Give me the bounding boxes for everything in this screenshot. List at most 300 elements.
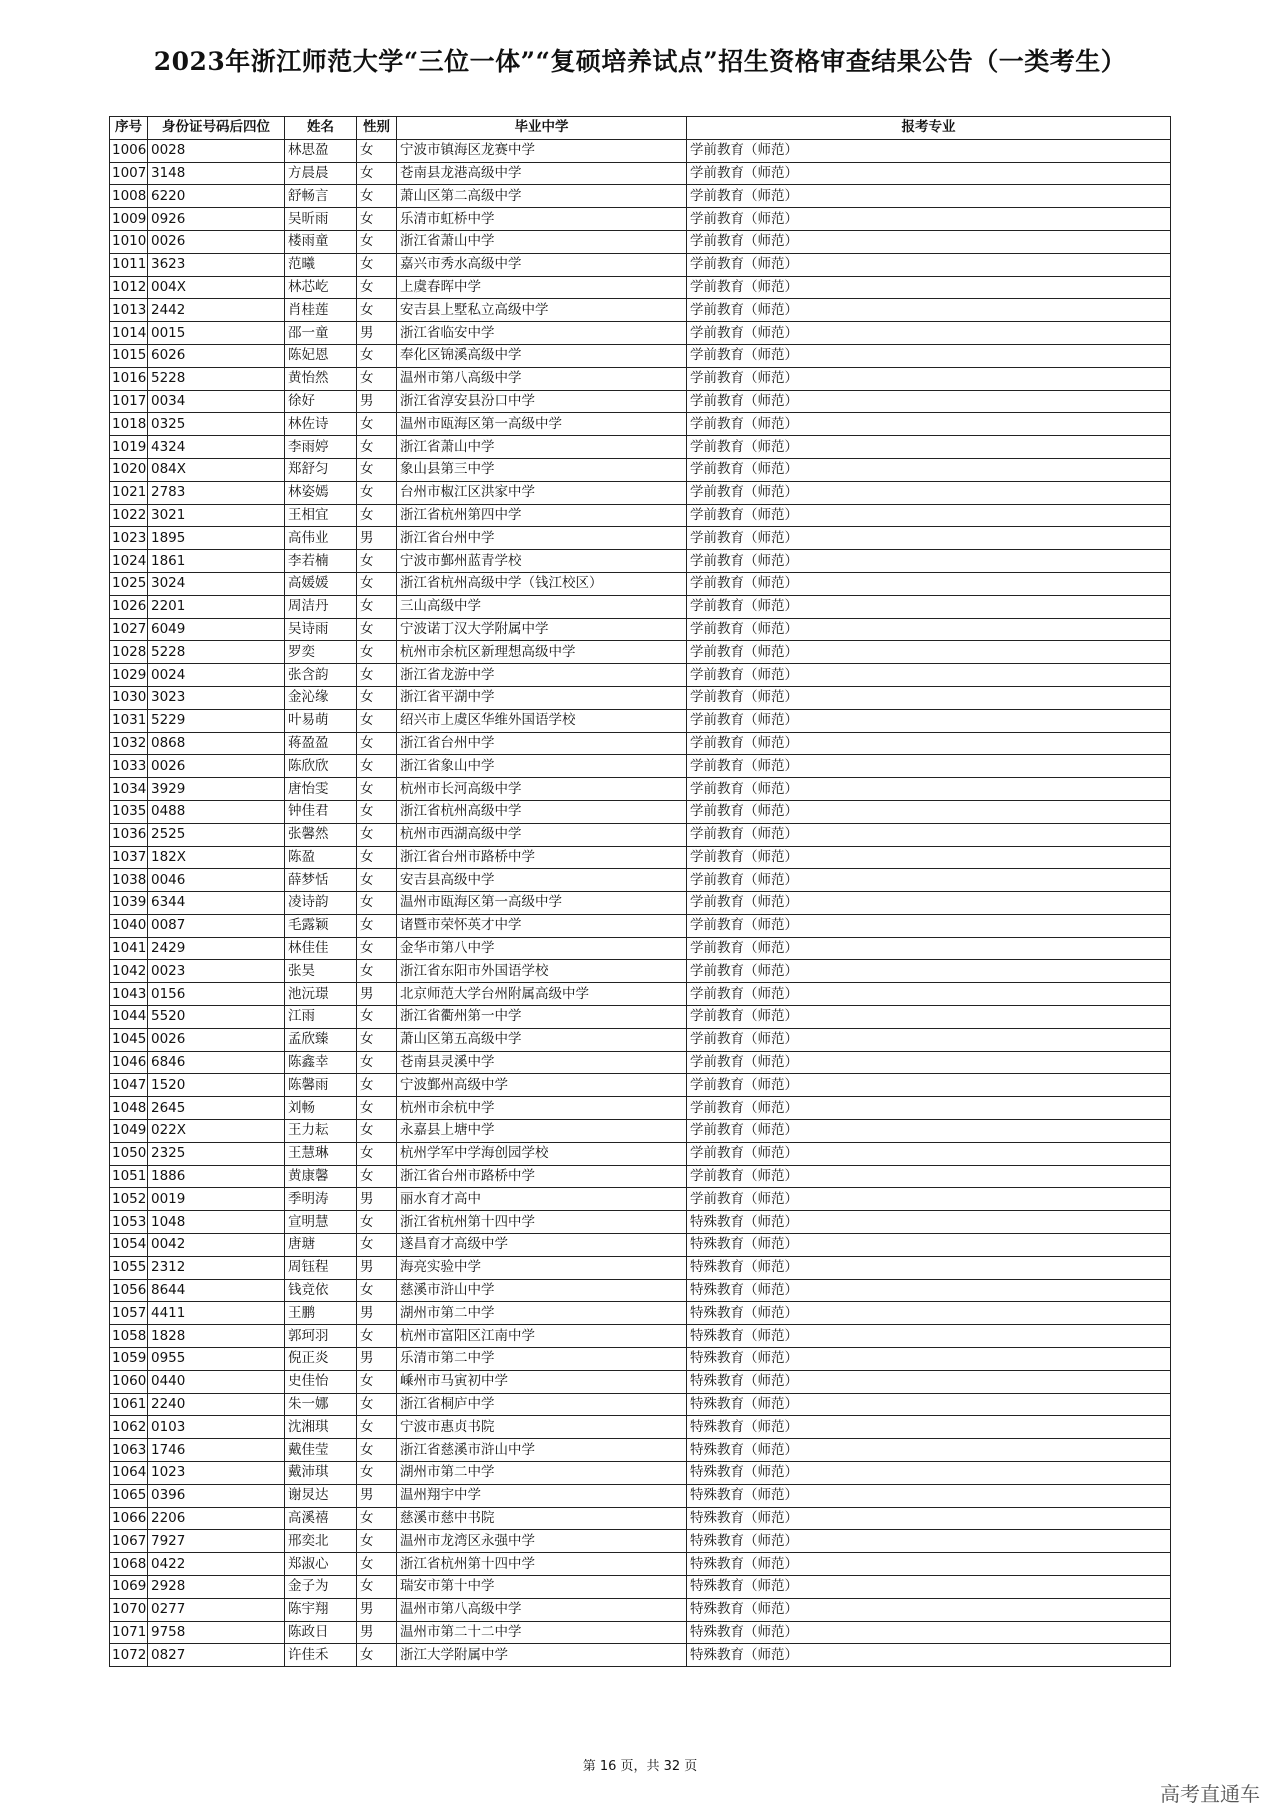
cell-gender: 男 bbox=[357, 1598, 397, 1621]
cell-id-last4: 8644 bbox=[148, 1279, 285, 1302]
cell-gender: 女 bbox=[357, 572, 397, 595]
watermark: 高考直通车 bbox=[1160, 1782, 1260, 1806]
table-row bbox=[110, 550, 1171, 573]
cell-name: 唐瑭 bbox=[285, 1234, 357, 1257]
cell-name: 郑舒匀 bbox=[285, 458, 357, 481]
cell-gender: 女 bbox=[357, 185, 397, 208]
table-row bbox=[110, 1416, 1171, 1439]
cell-seq: 1017 bbox=[110, 390, 148, 413]
table-row bbox=[110, 1370, 1171, 1393]
cell-school: 浙江省象山中学 bbox=[397, 755, 687, 778]
cell-major: 学前教育（师范） bbox=[687, 1074, 1171, 1097]
table-row bbox=[110, 322, 1171, 345]
cell-school: 宁波鄞州高级中学 bbox=[397, 1074, 687, 1097]
cell-id-last4: 0015 bbox=[148, 322, 285, 345]
cell-id-last4: 1746 bbox=[148, 1439, 285, 1462]
table-row bbox=[110, 504, 1171, 527]
cell-id-last4: 0488 bbox=[148, 800, 285, 823]
table-row bbox=[110, 230, 1171, 253]
cell-name: 郭珂羽 bbox=[285, 1325, 357, 1348]
cell-seq: 1047 bbox=[110, 1074, 148, 1097]
cell-id-last4: 5229 bbox=[148, 709, 285, 732]
cell-seq: 1057 bbox=[110, 1302, 148, 1325]
cell-gender: 女 bbox=[357, 230, 397, 253]
cell-major: 学前教育（师范） bbox=[687, 778, 1171, 801]
table-row bbox=[110, 367, 1171, 390]
cell-seq: 1038 bbox=[110, 869, 148, 892]
cell-seq: 1037 bbox=[110, 846, 148, 869]
cell-seq: 1025 bbox=[110, 572, 148, 595]
cell-gender: 女 bbox=[357, 1006, 397, 1029]
cell-major: 学前教育（师范） bbox=[687, 983, 1171, 1006]
cell-seq: 1062 bbox=[110, 1416, 148, 1439]
table-row bbox=[110, 732, 1171, 755]
cell-name: 林姿嫣 bbox=[285, 481, 357, 504]
cell-gender: 女 bbox=[357, 208, 397, 231]
cell-id-last4: 0103 bbox=[148, 1416, 285, 1439]
table-row bbox=[110, 846, 1171, 869]
table-row bbox=[110, 481, 1171, 504]
cell-name: 薛梦恬 bbox=[285, 869, 357, 892]
cell-gender: 女 bbox=[357, 709, 397, 732]
cell-seq: 1056 bbox=[110, 1279, 148, 1302]
cell-gender: 女 bbox=[357, 1028, 397, 1051]
cell-name: 林芯屹 bbox=[285, 276, 357, 299]
table-row bbox=[110, 185, 1171, 208]
cell-seq: 1046 bbox=[110, 1051, 148, 1074]
cell-id-last4: 0046 bbox=[148, 869, 285, 892]
cell-name: 张昊 bbox=[285, 960, 357, 983]
cell-name: 陈政日 bbox=[285, 1621, 357, 1644]
cell-id-last4: 1895 bbox=[148, 527, 285, 550]
cell-id-last4: 0034 bbox=[148, 390, 285, 413]
cell-id-last4: 9758 bbox=[148, 1621, 285, 1644]
cell-seq: 1012 bbox=[110, 276, 148, 299]
cell-school: 苍南县龙港高级中学 bbox=[397, 162, 687, 185]
cell-school: 慈溪市浒山中学 bbox=[397, 1279, 687, 1302]
cell-school: 浙江省杭州第十四中学 bbox=[397, 1553, 687, 1576]
cell-school: 浙江省临安中学 bbox=[397, 322, 687, 345]
cell-school: 北京师范大学台州附属高级中学 bbox=[397, 983, 687, 1006]
cell-seq: 1071 bbox=[110, 1621, 148, 1644]
cell-name: 高媛媛 bbox=[285, 572, 357, 595]
cell-id-last4: 0042 bbox=[148, 1234, 285, 1257]
cell-major: 特殊教育（师范） bbox=[687, 1644, 1171, 1667]
cell-id-last4: 0955 bbox=[148, 1348, 285, 1371]
cell-school: 杭州市余杭中学 bbox=[397, 1097, 687, 1120]
cell-seq: 1054 bbox=[110, 1234, 148, 1257]
cell-major: 学前教育（师范） bbox=[687, 527, 1171, 550]
table-row bbox=[110, 618, 1171, 641]
cell-id-last4: 1023 bbox=[148, 1462, 285, 1485]
cell-gender: 女 bbox=[357, 1234, 397, 1257]
cell-name: 王鹏 bbox=[285, 1302, 357, 1325]
cell-school: 浙江省东阳市外国语学校 bbox=[397, 960, 687, 983]
cell-gender: 女 bbox=[357, 800, 397, 823]
table-row bbox=[110, 344, 1171, 367]
cell-major: 学前教育（师范） bbox=[687, 550, 1171, 573]
cell-seq: 1036 bbox=[110, 823, 148, 846]
cell-name: 范曦 bbox=[285, 253, 357, 276]
cell-school: 温州市瓯海区第一高级中学 bbox=[397, 892, 687, 915]
cell-school: 浙江大学附属中学 bbox=[397, 1644, 687, 1667]
cell-seq: 1065 bbox=[110, 1484, 148, 1507]
cell-seq: 1048 bbox=[110, 1097, 148, 1120]
cell-name: 倪正炎 bbox=[285, 1348, 357, 1371]
cell-name: 郑淑心 bbox=[285, 1553, 357, 1576]
cell-school: 浙江省台州中学 bbox=[397, 527, 687, 550]
cell-seq: 1040 bbox=[110, 914, 148, 937]
cell-school: 杭州市富阳区江南中学 bbox=[397, 1325, 687, 1348]
cell-seq: 1009 bbox=[110, 208, 148, 231]
cell-name: 李若楠 bbox=[285, 550, 357, 573]
cell-school: 浙江省桐庐中学 bbox=[397, 1393, 687, 1416]
cell-id-last4: 0325 bbox=[148, 413, 285, 436]
cell-seq: 1058 bbox=[110, 1325, 148, 1348]
cell-id-last4: 6344 bbox=[148, 892, 285, 915]
cell-id-last4: 182X bbox=[148, 846, 285, 869]
cell-school: 上虞春晖中学 bbox=[397, 276, 687, 299]
cell-school: 乐清市虹桥中学 bbox=[397, 208, 687, 231]
cell-school: 浙江省萧山中学 bbox=[397, 230, 687, 253]
cell-major: 学前教育（师范） bbox=[687, 1028, 1171, 1051]
cell-name: 叶易萌 bbox=[285, 709, 357, 732]
cell-school: 宁波诺丁汉大学附属中学 bbox=[397, 618, 687, 641]
cell-school: 温州市龙湾区永强中学 bbox=[397, 1530, 687, 1553]
table-row bbox=[110, 1028, 1171, 1051]
table-row bbox=[110, 413, 1171, 436]
cell-school: 湖州市第二中学 bbox=[397, 1302, 687, 1325]
cell-id-last4: 2442 bbox=[148, 299, 285, 322]
cell-major: 学前教育（师范） bbox=[687, 755, 1171, 778]
page-footer: 第 16 页，共 32 页 bbox=[582, 1759, 698, 1774]
table-row bbox=[110, 1553, 1171, 1576]
cell-major: 特殊教育（师范） bbox=[687, 1576, 1171, 1599]
cell-name: 陈宇翔 bbox=[285, 1598, 357, 1621]
cell-major: 特殊教育（师范） bbox=[687, 1507, 1171, 1530]
cell-gender: 男 bbox=[357, 322, 397, 345]
cell-major: 特殊教育（师范） bbox=[687, 1302, 1171, 1325]
cell-seq: 1027 bbox=[110, 618, 148, 641]
table-row bbox=[110, 253, 1171, 276]
cell-gender: 女 bbox=[357, 344, 397, 367]
cell-id-last4: 004X bbox=[148, 276, 285, 299]
cell-id-last4: 0396 bbox=[148, 1484, 285, 1507]
cell-seq: 1019 bbox=[110, 436, 148, 459]
cell-major: 学前教育（师范） bbox=[687, 276, 1171, 299]
cell-major: 学前教育（师范） bbox=[687, 823, 1171, 846]
table-header-row bbox=[110, 117, 1171, 140]
cell-seq: 1050 bbox=[110, 1142, 148, 1165]
cell-major: 特殊教育（师范） bbox=[687, 1325, 1171, 1348]
cell-id-last4: 6049 bbox=[148, 618, 285, 641]
cell-name: 王慧琳 bbox=[285, 1142, 357, 1165]
cell-name: 谢炅达 bbox=[285, 1484, 357, 1507]
table-row bbox=[110, 686, 1171, 709]
cell-id-last4: 5228 bbox=[148, 641, 285, 664]
cell-gender: 女 bbox=[357, 1051, 397, 1074]
table-row bbox=[110, 914, 1171, 937]
cell-gender: 女 bbox=[357, 504, 397, 527]
cell-name: 张馨然 bbox=[285, 823, 357, 846]
cell-seq: 1021 bbox=[110, 481, 148, 504]
cell-gender: 女 bbox=[357, 1416, 397, 1439]
cell-major: 学前教育（师范） bbox=[687, 937, 1171, 960]
cell-id-last4: 2325 bbox=[148, 1142, 285, 1165]
cell-name: 林佐诗 bbox=[285, 413, 357, 436]
cell-seq: 1013 bbox=[110, 299, 148, 322]
cell-id-last4: 2783 bbox=[148, 481, 285, 504]
cell-major: 学前教育（师范） bbox=[687, 892, 1171, 915]
cell-school: 杭州市余杭区新理想高级中学 bbox=[397, 641, 687, 664]
cell-school: 杭州市西湖高级中学 bbox=[397, 823, 687, 846]
cell-id-last4: 0422 bbox=[148, 1553, 285, 1576]
cell-major: 学前教育（师范） bbox=[687, 185, 1171, 208]
cell-major: 学前教育（师范） bbox=[687, 299, 1171, 322]
cell-gender: 女 bbox=[357, 1462, 397, 1485]
cell-name: 凌诗韵 bbox=[285, 892, 357, 915]
cell-id-last4: 0023 bbox=[148, 960, 285, 983]
cell-school: 浙江省慈溪市浒山中学 bbox=[397, 1439, 687, 1462]
table-row bbox=[110, 390, 1171, 413]
cell-gender: 女 bbox=[357, 869, 397, 892]
cell-name: 钱竞依 bbox=[285, 1279, 357, 1302]
header-major: 报考专业 bbox=[687, 117, 1171, 140]
cell-seq: 1045 bbox=[110, 1028, 148, 1051]
table-row bbox=[110, 527, 1171, 550]
cell-school: 温州市第八高级中学 bbox=[397, 1598, 687, 1621]
table-row bbox=[110, 1530, 1171, 1553]
cell-id-last4: 3623 bbox=[148, 253, 285, 276]
cell-gender: 男 bbox=[357, 983, 397, 1006]
cell-major: 特殊教育（师范） bbox=[687, 1348, 1171, 1371]
cell-id-last4: 0868 bbox=[148, 732, 285, 755]
cell-major: 特殊教育（师范） bbox=[687, 1484, 1171, 1507]
cell-school: 嘉兴市秀水高级中学 bbox=[397, 253, 687, 276]
table-row bbox=[110, 869, 1171, 892]
table-body bbox=[110, 139, 1171, 1666]
table-row bbox=[110, 1621, 1171, 1644]
cell-id-last4: 4324 bbox=[148, 436, 285, 459]
table-row bbox=[110, 162, 1171, 185]
cell-seq: 1022 bbox=[110, 504, 148, 527]
cell-major: 学前教育（师范） bbox=[687, 367, 1171, 390]
table-row bbox=[110, 1348, 1171, 1371]
table-row bbox=[110, 572, 1171, 595]
cell-gender: 男 bbox=[357, 1188, 397, 1211]
cell-name: 唐怡雯 bbox=[285, 778, 357, 801]
table-row bbox=[110, 1211, 1171, 1234]
table-row bbox=[110, 1165, 1171, 1188]
cell-major: 特殊教育（师范） bbox=[687, 1530, 1171, 1553]
cell-name: 史佳怡 bbox=[285, 1370, 357, 1393]
table-row bbox=[110, 823, 1171, 846]
cell-seq: 1008 bbox=[110, 185, 148, 208]
cell-seq: 1051 bbox=[110, 1165, 148, 1188]
cell-gender: 男 bbox=[357, 1302, 397, 1325]
cell-school: 遂昌育才高级中学 bbox=[397, 1234, 687, 1257]
cell-major: 学前教育（师范） bbox=[687, 322, 1171, 345]
cell-gender: 男 bbox=[357, 1348, 397, 1371]
cell-major: 特殊教育（师范） bbox=[687, 1370, 1171, 1393]
cell-major: 特殊教育（师范） bbox=[687, 1256, 1171, 1279]
cell-gender: 女 bbox=[357, 1393, 397, 1416]
cell-seq: 1060 bbox=[110, 1370, 148, 1393]
cell-gender: 女 bbox=[357, 960, 397, 983]
table-row bbox=[110, 276, 1171, 299]
cell-id-last4: 2429 bbox=[148, 937, 285, 960]
cell-major: 学前教育（师范） bbox=[687, 869, 1171, 892]
cell-gender: 女 bbox=[357, 413, 397, 436]
cell-name: 许佳禾 bbox=[285, 1644, 357, 1667]
cell-seq: 1072 bbox=[110, 1644, 148, 1667]
cell-name: 毛露颖 bbox=[285, 914, 357, 937]
cell-seq: 1049 bbox=[110, 1120, 148, 1143]
cell-seq: 1010 bbox=[110, 230, 148, 253]
cell-seq: 1066 bbox=[110, 1507, 148, 1530]
cell-id-last4: 3023 bbox=[148, 686, 285, 709]
cell-school: 海亮实验中学 bbox=[397, 1256, 687, 1279]
cell-gender: 女 bbox=[357, 1279, 397, 1302]
cell-seq: 1070 bbox=[110, 1598, 148, 1621]
cell-name: 刘畅 bbox=[285, 1097, 357, 1120]
cell-major: 学前教育（师范） bbox=[687, 618, 1171, 641]
cell-id-last4: 3929 bbox=[148, 778, 285, 801]
table-row bbox=[110, 1120, 1171, 1143]
cell-gender: 女 bbox=[357, 664, 397, 687]
cell-id-last4: 0026 bbox=[148, 755, 285, 778]
cell-gender: 女 bbox=[357, 732, 397, 755]
cell-seq: 1039 bbox=[110, 892, 148, 915]
cell-name: 季明涛 bbox=[285, 1188, 357, 1211]
cell-school: 浙江省台州中学 bbox=[397, 732, 687, 755]
cell-name: 张含韵 bbox=[285, 664, 357, 687]
cell-name: 蒋盈盈 bbox=[285, 732, 357, 755]
cell-school: 绍兴市上虞区华维外国语学校 bbox=[397, 709, 687, 732]
cell-major: 学前教育（师范） bbox=[687, 732, 1171, 755]
table-row bbox=[110, 1462, 1171, 1485]
cell-gender: 女 bbox=[357, 823, 397, 846]
cell-seq: 1020 bbox=[110, 458, 148, 481]
cell-major: 特殊教育（师范） bbox=[687, 1279, 1171, 1302]
cell-id-last4: 0019 bbox=[148, 1188, 285, 1211]
cell-school: 金华市第八中学 bbox=[397, 937, 687, 960]
cell-school: 浙江省杭州高级中学 bbox=[397, 800, 687, 823]
cell-id-last4: 2312 bbox=[148, 1256, 285, 1279]
cell-major: 学前教育（师范） bbox=[687, 481, 1171, 504]
cell-school: 杭州学军中学海创园学校 bbox=[397, 1142, 687, 1165]
cell-gender: 女 bbox=[357, 299, 397, 322]
cell-major: 学前教育（师范） bbox=[687, 1097, 1171, 1120]
cell-major: 学前教育（师范） bbox=[687, 1006, 1171, 1029]
cell-major: 特殊教育（师范） bbox=[687, 1621, 1171, 1644]
cell-school: 安吉县高级中学 bbox=[397, 869, 687, 892]
cell-name: 金子为 bbox=[285, 1576, 357, 1599]
cell-school: 温州市瓯海区第一高级中学 bbox=[397, 413, 687, 436]
cell-seq: 1055 bbox=[110, 1256, 148, 1279]
cell-seq: 1063 bbox=[110, 1439, 148, 1462]
table-row bbox=[110, 755, 1171, 778]
cell-school: 三山高级中学 bbox=[397, 595, 687, 618]
cell-school: 浙江省平湖中学 bbox=[397, 686, 687, 709]
table-row bbox=[110, 1507, 1171, 1530]
cell-major: 学前教育（师范） bbox=[687, 800, 1171, 823]
cell-seq: 1043 bbox=[110, 983, 148, 1006]
cell-name: 邢奕北 bbox=[285, 1530, 357, 1553]
cell-seq: 1024 bbox=[110, 550, 148, 573]
cell-seq: 1044 bbox=[110, 1006, 148, 1029]
cell-gender: 女 bbox=[357, 253, 397, 276]
cell-gender: 女 bbox=[357, 914, 397, 937]
cell-major: 学前教育（师范） bbox=[687, 1188, 1171, 1211]
cell-name: 孟欣臻 bbox=[285, 1028, 357, 1051]
cell-name: 周洁丹 bbox=[285, 595, 357, 618]
cell-major: 学前教育（师范） bbox=[687, 390, 1171, 413]
cell-name: 林佳佳 bbox=[285, 937, 357, 960]
cell-name: 徐好 bbox=[285, 390, 357, 413]
cell-id-last4: 1861 bbox=[148, 550, 285, 573]
cell-major: 特殊教育（师范） bbox=[687, 1553, 1171, 1576]
table-row bbox=[110, 1142, 1171, 1165]
cell-seq: 1064 bbox=[110, 1462, 148, 1485]
cell-school: 永嘉县上塘中学 bbox=[397, 1120, 687, 1143]
cell-school: 湖州市第二中学 bbox=[397, 1462, 687, 1485]
cell-major: 学前教育（师范） bbox=[687, 846, 1171, 869]
cell-major: 学前教育（师范） bbox=[687, 914, 1171, 937]
table-row bbox=[110, 1393, 1171, 1416]
cell-name: 陈妃恩 bbox=[285, 344, 357, 367]
cell-major: 特殊教育（师范） bbox=[687, 1462, 1171, 1485]
cell-gender: 女 bbox=[357, 641, 397, 664]
cell-school: 萧山区第五高级中学 bbox=[397, 1028, 687, 1051]
cell-seq: 1034 bbox=[110, 778, 148, 801]
cell-major: 学前教育（师范） bbox=[687, 641, 1171, 664]
cell-major: 学前教育（师范） bbox=[687, 1051, 1171, 1074]
cell-name: 周钰程 bbox=[285, 1256, 357, 1279]
cell-name: 池沅璟 bbox=[285, 983, 357, 1006]
cell-gender: 女 bbox=[357, 1644, 397, 1667]
cell-school: 温州翔宇中学 bbox=[397, 1484, 687, 1507]
cell-seq: 1052 bbox=[110, 1188, 148, 1211]
cell-id-last4: 0926 bbox=[148, 208, 285, 231]
table-row bbox=[110, 778, 1171, 801]
table-row bbox=[110, 937, 1171, 960]
cell-gender: 女 bbox=[357, 276, 397, 299]
cell-gender: 女 bbox=[357, 755, 397, 778]
cell-gender: 女 bbox=[357, 1507, 397, 1530]
table-row bbox=[110, 1644, 1171, 1667]
cell-id-last4: 6026 bbox=[148, 344, 285, 367]
cell-name: 吴昕雨 bbox=[285, 208, 357, 231]
cell-gender: 女 bbox=[357, 618, 397, 641]
cell-gender: 女 bbox=[357, 595, 397, 618]
cell-school: 萧山区第二高级中学 bbox=[397, 185, 687, 208]
cell-id-last4: 0156 bbox=[148, 983, 285, 1006]
cell-gender: 女 bbox=[357, 937, 397, 960]
cell-id-last4: 7927 bbox=[148, 1530, 285, 1553]
cell-gender: 女 bbox=[357, 162, 397, 185]
cell-name: 朱一娜 bbox=[285, 1393, 357, 1416]
cell-major: 特殊教育（师范） bbox=[687, 1439, 1171, 1462]
cell-id-last4: 0827 bbox=[148, 1644, 285, 1667]
cell-name: 金沁缘 bbox=[285, 686, 357, 709]
cell-gender: 女 bbox=[357, 686, 397, 709]
header-seq: 序号 bbox=[110, 117, 148, 140]
cell-id-last4: 1828 bbox=[148, 1325, 285, 1348]
cell-gender: 女 bbox=[357, 436, 397, 459]
cell-major: 特殊教育（师范） bbox=[687, 1393, 1171, 1416]
table-row bbox=[110, 139, 1171, 162]
